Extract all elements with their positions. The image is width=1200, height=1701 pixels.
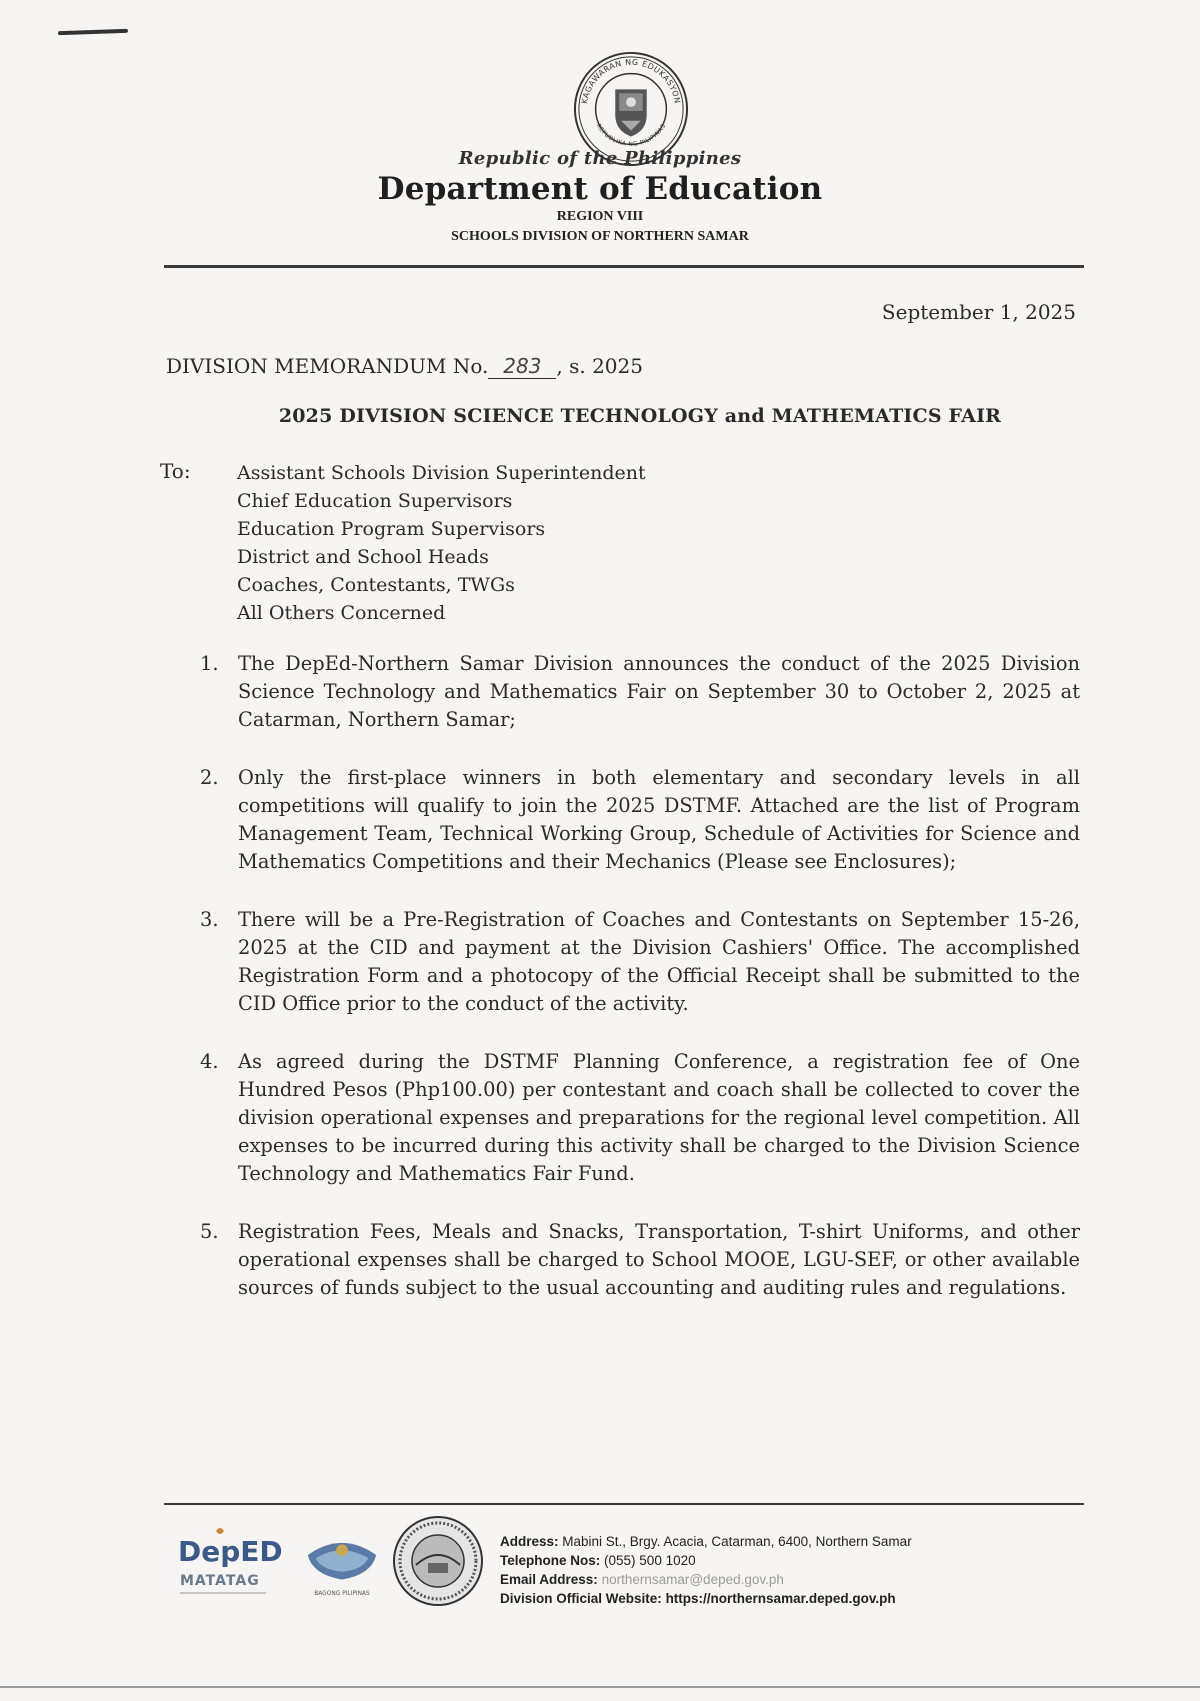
paragraph-text: The DepEd-Northern Samar Division announces the conduct of the 2025 Division Science Technology and Mathematics Fair on September 30 to October 2, 2025 at Catarman, Northern Samar; xyxy=(238,652,1080,731)
recipient-item: Coaches, Contestants, TWGs xyxy=(237,574,515,596)
telephone-line xyxy=(500,1551,912,1570)
telephone-label: Telephone Nos: xyxy=(500,1553,601,1568)
memo-number: 283 xyxy=(488,354,556,379)
division-name: SCHOOLS DIVISION OF NORTHERN SAMAR xyxy=(451,229,749,244)
memo-paragraph xyxy=(200,906,1080,1018)
paragraph-text: As agreed during the DSTMF Planning Conference, a registration fee of One Hundred Pesos (Php100.00) per contestant and coach shall be collected to cover the division operational expenses and preparations for the regional level competition. All expenses to be incurred during this activity shall be charged to the Division Science Technology and Mathematics Fair Fund. xyxy=(238,1050,1080,1185)
address-label: Address: xyxy=(500,1534,559,1549)
division-seal-icon xyxy=(392,1515,484,1607)
bagong-pilipinas-logo-icon xyxy=(298,1520,386,1602)
footer-divider xyxy=(164,1503,1084,1505)
bagong-pilipinas-text: BAGONG PILIPINAS xyxy=(314,1591,370,1598)
matatag-logo-text: MATATAG xyxy=(180,1573,260,1589)
scan-mark xyxy=(58,29,128,35)
seal-ring-top-text: KAGAWARAN NG EDUKASYON xyxy=(580,57,682,105)
department-title: Department of Education xyxy=(377,171,823,207)
paragraph-number: 2. xyxy=(200,766,219,789)
seal-ring-bottom-text: REPUBLIKA NG PILIPINAS xyxy=(594,123,668,148)
recipient-item: All Others Concerned xyxy=(237,602,446,624)
memo-title: 2025 DIVISION SCIENCE TECHNOLOGY and MATHEMATICS FAIR xyxy=(278,405,1002,427)
recipient-item: Education Program Supervisors xyxy=(237,518,546,540)
website-label: Division Official Website: xyxy=(500,1591,662,1606)
letterhead xyxy=(0,148,1200,247)
republic-text: Republic of the Philippines xyxy=(458,148,742,169)
memo-paragraph xyxy=(200,1048,1080,1188)
memo-date: September 1, 2025 xyxy=(881,300,1076,324)
contact-block xyxy=(500,1532,912,1608)
recipient-item: Chief Education Supervisors xyxy=(237,490,513,512)
email-line xyxy=(500,1570,912,1589)
address-line xyxy=(500,1532,912,1551)
paragraph-number: 4. xyxy=(200,1050,219,1073)
page-bottom-edge xyxy=(0,1686,1200,1688)
to-label: To: xyxy=(160,459,191,483)
website-link[interactable]: https://northernsamar.deped.gov.ph xyxy=(665,1591,896,1606)
website-line xyxy=(500,1589,912,1608)
paragraph-text: Registration Fees, Meals and Snacks, Transportation, T-shirt Uniforms, and other operational expenses shall be charged to School MOOE, LGU-SEF, or other available sources of funds subject to the usual accounting and auditing rules and regulations. xyxy=(238,1220,1080,1299)
recipient-item: District and School Heads xyxy=(237,546,489,568)
email-link[interactable]: northernsamar@deped.gov.ph xyxy=(601,1572,784,1587)
deped-matatag-logo-icon xyxy=(176,1523,286,1603)
paragraph-text: Only the first-place winners in both elementary and secondary levels in all competitions will qualify to join the 2025 DSTMF. Attached are the list of Program Management Team, Technical Working Group, Schedule of Activities for Science and Mathematics Competitions and their Mechanics (Please see Enclosures); xyxy=(238,766,1080,873)
recipient-list xyxy=(237,459,646,627)
paragraph-number: 3. xyxy=(200,908,219,931)
memo-paragraph xyxy=(200,650,1080,734)
address-value: Mabini St., Brgy. Acacia, Catarman, 6400, Northern Samar xyxy=(562,1534,912,1549)
header-divider xyxy=(164,265,1084,268)
region-text: REGION VIII xyxy=(556,209,644,224)
memo-paragraph xyxy=(200,764,1080,876)
deped-logo-text: DepED xyxy=(178,1535,283,1568)
memo-body-list xyxy=(200,650,1080,1332)
paragraph-number: 5. xyxy=(200,1220,219,1243)
memo-number-line xyxy=(166,354,643,379)
telephone-value: (055) 500 1020 xyxy=(604,1553,696,1568)
memo-number-suffix: , s. 2025 xyxy=(556,354,643,378)
memo-paragraph xyxy=(200,1218,1080,1302)
paragraph-number: 1. xyxy=(200,652,219,675)
recipient-item: Assistant Schools Division Superintendent xyxy=(237,462,646,484)
email-label: Email Address: xyxy=(500,1572,598,1587)
paragraph-text: There will be a Pre-Registration of Coaches and Contestants on September 15-26, 2025 at the CID and payment at the Division Cashiers' Office. The accomplished Registration Form and a photocopy of the Official Receipt shall be submitted to the CID Office prior to the conduct of the activity. xyxy=(238,908,1080,1015)
memo-number-prefix: DIVISION MEMORANDUM No. xyxy=(166,354,489,378)
